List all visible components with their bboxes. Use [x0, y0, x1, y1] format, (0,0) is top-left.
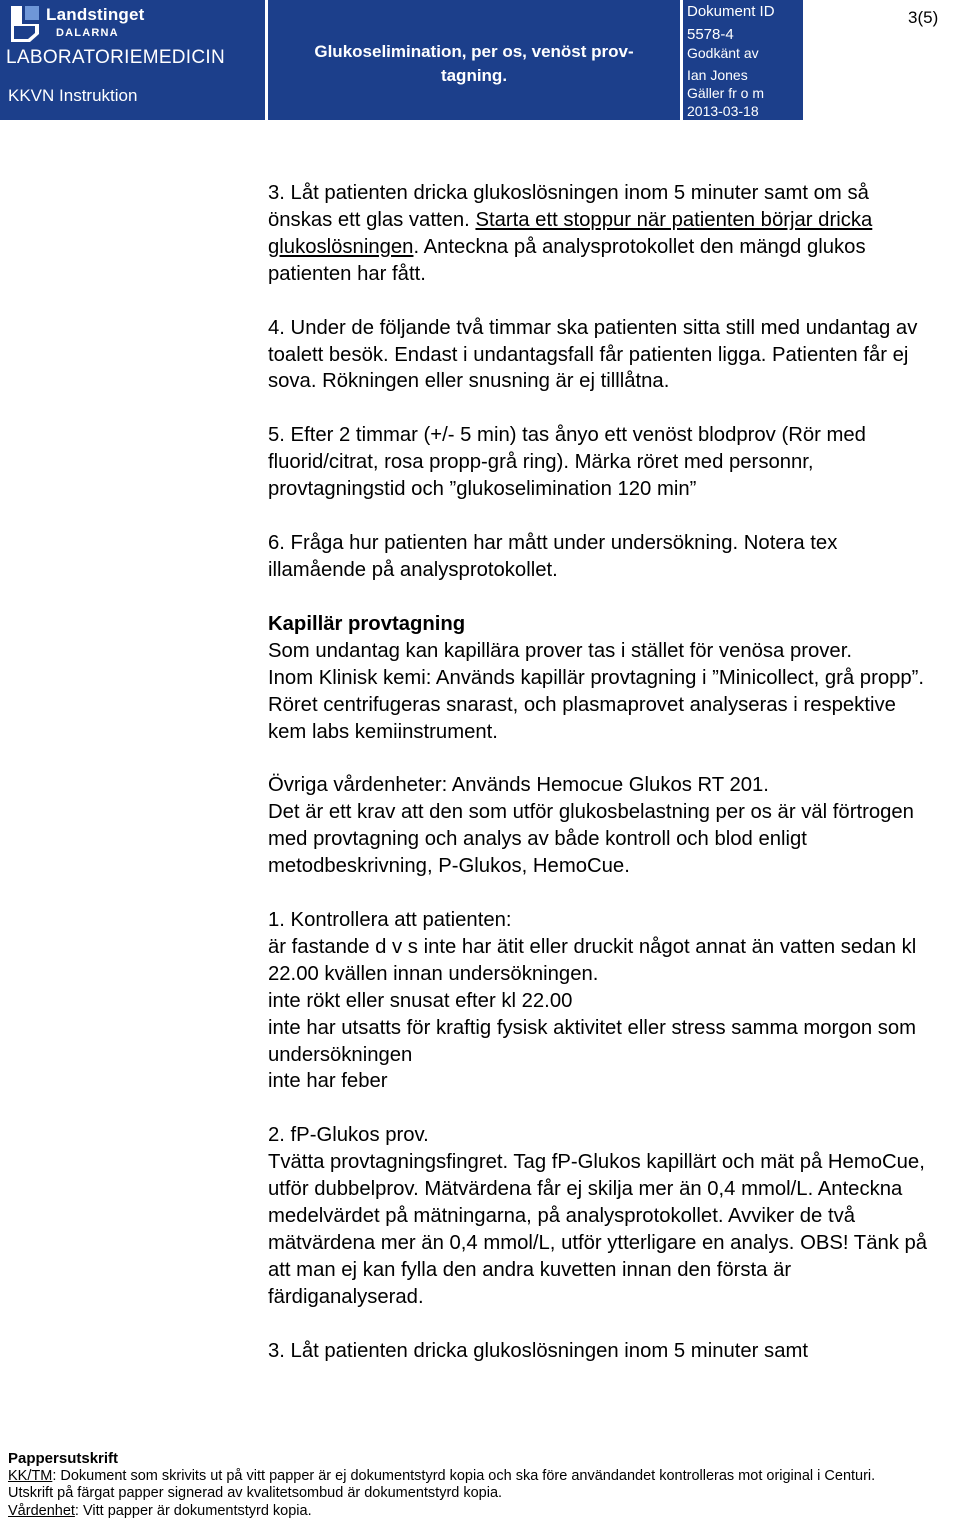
approved-by-label: Godkänt av	[687, 45, 759, 61]
meta-block	[683, 0, 803, 120]
check-item: är fastande d v s inte har ätit eller druckit något annat än vatten sedan kl 22.00 kvällen innan undersökningen.	[268, 935, 917, 985]
doc-id: 5578-4	[687, 26, 734, 43]
step-4: 4. Under de följande två timmar ska patienten sitta still med undantag av toalett besök. Endast i undantagsfall får patienten ligga. Patienten får ej sova. Rökningen eller snusning är ej tilllåtna.	[268, 316, 918, 393]
document-title: Glukoselimination, per os, venöst prov- tagning.	[314, 42, 634, 85]
capillary-heading: Kapillär provtagning	[268, 612, 466, 635]
org-block	[0, 0, 265, 120]
step-3-repeat: 3. Låt patienten dricka glukoslösningen inom 5 minuter samt	[268, 1339, 809, 1362]
document-type: KKVN Instruktion	[8, 86, 138, 105]
check-item: inte har utsatts för kraftig fysisk aktivitet eller stress samma morgon som undersökningen	[268, 1016, 917, 1066]
footer-color-line: Utskrift på färgat papper signerad av kvalitetsombud är dokumentstyrd kopia.	[8, 1485, 503, 1502]
approved-by: Ian Jones	[687, 67, 748, 83]
other-units-paragraph-2: Det är ett krav att den som utför glukosbelastning per os är väl förtrogen med provtagning och analys av både kontroll och blod enligt metodbeskrivning, P-Glukos, HemoCue.	[268, 801, 914, 878]
footer-heading: Pappersutskrift	[8, 1450, 119, 1467]
title-block	[268, 0, 680, 120]
landstinget-logo-icon	[8, 4, 42, 44]
document-header	[0, 0, 960, 125]
step-6: 6. Fråga hur patienten har mått under undersökning. Notera tex illamående på analysprotokollet.	[268, 532, 838, 581]
other-units-paragraph-1: Övriga vårdenheter: Används Hemocue Glukos RT 201.	[268, 774, 769, 797]
capillary-paragraph-1: Som undantag kan kapillära prover tas i stället för venösa prover.	[268, 639, 852, 662]
stopwatch-instruction: Starta ett stoppur när patienten börjar dricka glukoslösningen	[268, 208, 873, 258]
org-name: Landstinget	[46, 5, 145, 24]
fp-glukos-title: 2. fP-Glukos prov.	[268, 1124, 429, 1147]
step-5: 5. Efter 2 timmar (+/- 5 min) tas ånyo ett venöst blodprov (Rör med fluorid/citrat, rosa propp-grå ring). Märka röret med personnr, provtagningstid och ”glukoselimination 120 min”	[268, 424, 866, 501]
check-item: inte rökt eller snusat efter kl 22.00	[268, 989, 573, 1012]
footer-unit-line: Vårdenhet: Vitt papper är dokumentstyrd kopia.	[8, 1503, 312, 1520]
page-number: 3(5)	[908, 8, 939, 27]
document-body	[268, 180, 928, 1365]
valid-from: 2013-03-18	[687, 103, 759, 119]
valid-from-label: Gäller fr o m	[687, 85, 765, 101]
footer-kk-line: KK/TM: Dokument som skrivits ut på vitt papper är ej dokumentstyrd kopia och ska före användandet kontrolleras mot original i Centuri.	[8, 1467, 876, 1484]
check-title: 1. Kontrollera att patienten:	[268, 909, 512, 932]
step-3: 3. Låt patienten dricka glukoslösningen inom 5 minuter samt om så önskas ett glas vatten. Starta ett stoppur när patienten börjar dricka glukoslösningen. Anteckna på analysprotokollet den mängd glukos patienten har fått.	[268, 182, 873, 285]
doc-id-label: Dokument ID	[687, 3, 775, 20]
check-item: inte har feber	[268, 1070, 388, 1093]
print-footer	[8, 1450, 958, 1521]
capillary-paragraph-2: Inom Klinisk kemi: Används kapillär provtagning i ”Minicollect, grå propp”. Röret centrifugeras snarast, och plasmaprovet analyseras i respektive kem labs kemiinstrument.	[268, 666, 925, 743]
org-region: DALARNA	[56, 27, 119, 39]
department-name: LABORATORIEMEDICIN	[6, 47, 226, 68]
fp-glukos-text: Tvätta provtagningsfingret. Tag fP-Glukos kapillärt och mät på HemoCue, utför dubbelprov. Mätvärdena får ej skilja mer än 0,4 mmol/L. Anteckna medelvärdet på mätningarna, på analysprotokollet. Avviker de två mätvärdena mer än 0,4 mmol/L, utför ytterligare en analys. OBS! Tänk på att man ej kan fylla den andra kuvetten innan den första är färdiganalyserad.	[268, 1151, 928, 1308]
